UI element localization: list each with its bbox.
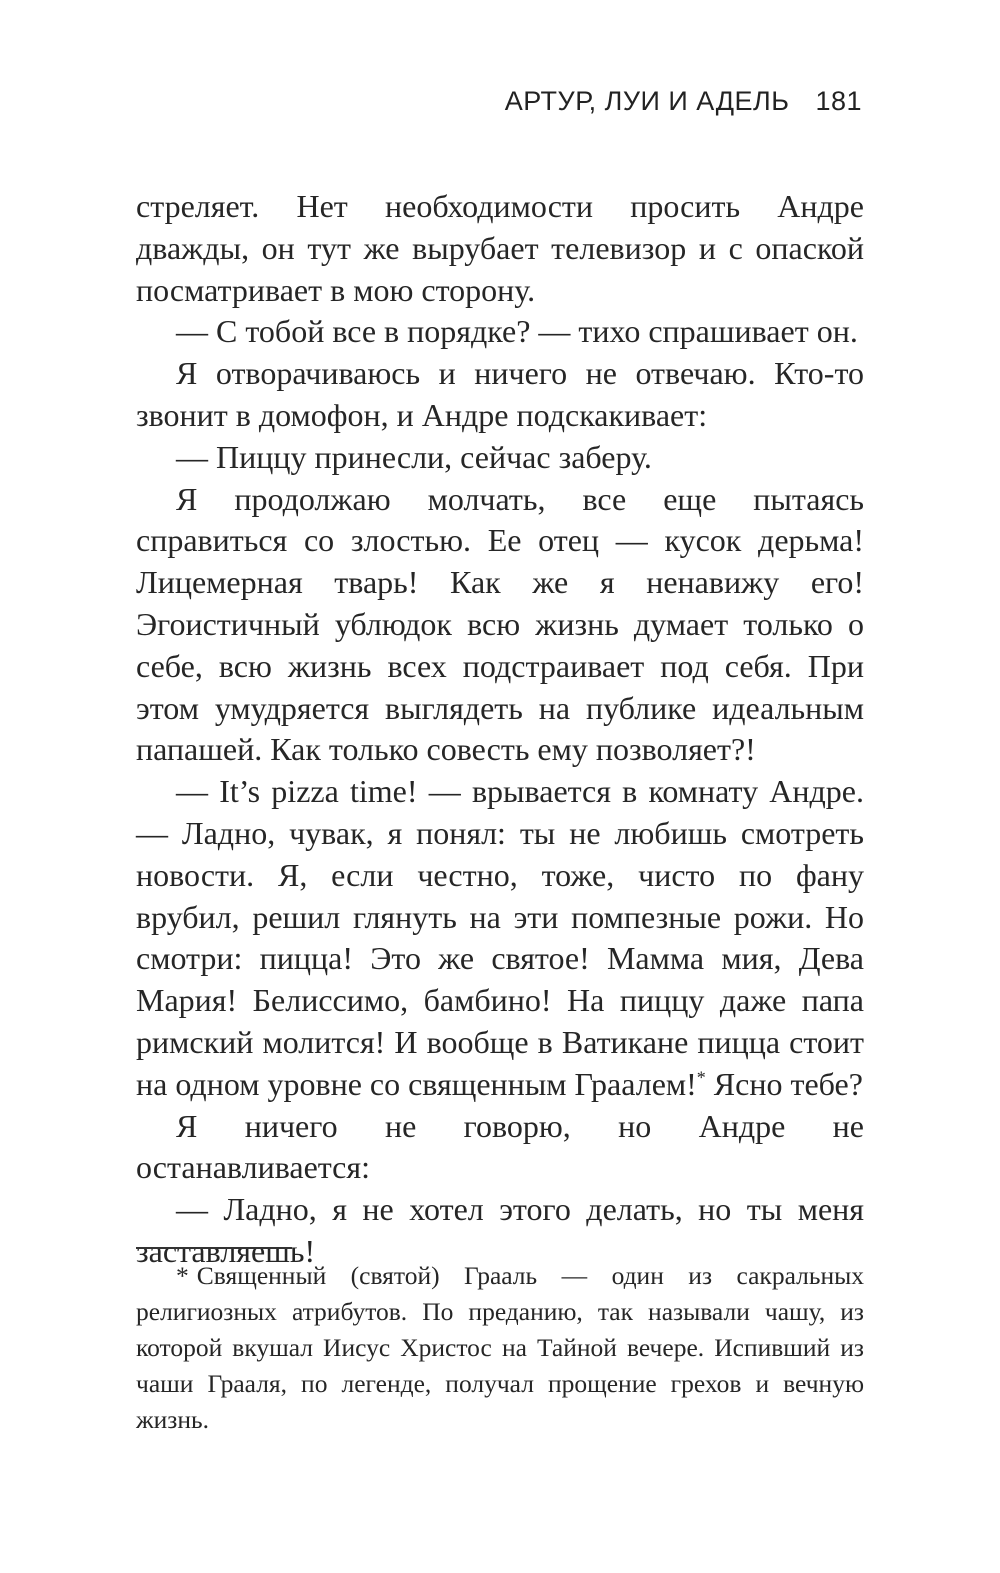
- paragraph: — Пиццу принесли, сейчас заберу.: [176, 438, 652, 475]
- paragraph: стреляет. Нет необходимости просить Андре дважды, он тут же вырубает телевизор и с опаской посматривает в мою сторону.: [136, 188, 864, 308]
- paragraph-text-tail: Ясно тебе?: [713, 1065, 863, 1102]
- paragraph: — С тобой все в порядке? — тихо спрашивает он.: [176, 313, 858, 350]
- paragraph: Я отворачиваюсь и ничего не отвечаю. Кто-то звонит в домофон, и Андре подскакивает:: [136, 355, 864, 433]
- paragraph: Я ничего не говорю, но Андре не останавливается:: [136, 1107, 864, 1186]
- footnote-reference[interactable]: *: [696, 1067, 706, 1088]
- running-header: [505, 86, 862, 117]
- paragraph: Я продолжаю молчать, все еще пытаясь справиться со злостью. Ее отец — кусок дерьма! Лицемерная тварь! Как же я ненавижу его! Эгоистичный ублюдок всю жизнь думает только о себе, всю жизнь всех подстраивает под себя. При этом умудряется выглядеть на публике идеальным папашей. Как только совесть ему позволяет?!: [136, 480, 864, 768]
- paragraph-text: — It’s pizza time! — врывается в комнату Андре. — Ладно, чувак, я понял: ты не любишь смотреть новости. Я, если честно, тоже, чисто по фану врубил, решил глянуть на эти помпезные рожи. Но смотри: пицца! Это же святое! Мамма мия, Дева Мария! Белиссимо, бамбино! На пиццу даже папа римский молится! И вообще в Ватикане пицца стоит на одном уровне со священным Граалем!: [136, 773, 864, 1102]
- paragraph: — Ладно, я не хотел этого делать, но ты меня заставляешь!: [136, 1191, 864, 1269]
- footnote: [136, 1258, 864, 1438]
- page-number: 181: [815, 86, 862, 116]
- footnote-marker: *: [176, 1261, 189, 1290]
- footnote-divider: [136, 1247, 292, 1249]
- footnote-text: Священный (святой) Грааль — один из сакральных религиозных атрибутов. По преданию, так называли чашу, из которой вкушал Иисус Христос на Тайной вечере. Испивший из чаши Грааля, по легенде, получал прощение грехов и вечную жизнь.: [136, 1261, 864, 1434]
- main-text: [136, 186, 864, 1273]
- paragraph-with-footnote: [136, 771, 864, 1105]
- chapter-title: АРТУР, ЛУИ И АДЕЛЬ: [504, 86, 790, 116]
